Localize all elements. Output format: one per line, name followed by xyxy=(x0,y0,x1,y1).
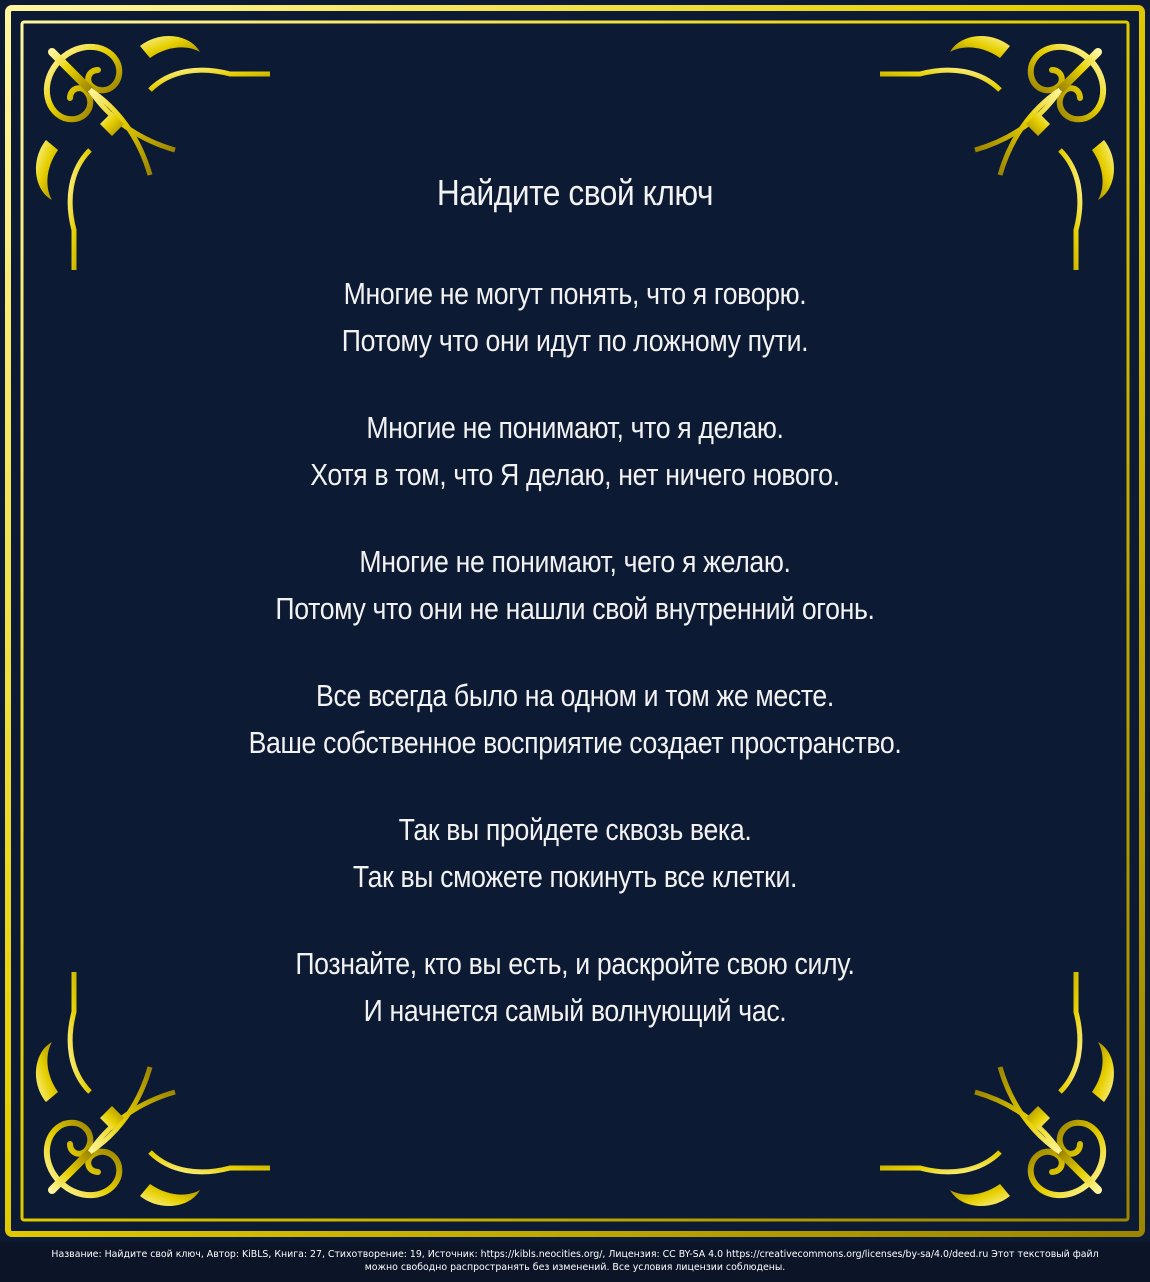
stanza xyxy=(150,806,1000,900)
license-footer xyxy=(0,1248,1150,1282)
poem-line: Потому что они не нашли свой внутренний огонь. xyxy=(275,591,875,626)
stanza xyxy=(150,270,1000,364)
poem-line: Многие не понимают, что я делаю. xyxy=(366,410,784,445)
poem-line: Ваше собственное восприятие создает пространство. xyxy=(248,725,902,760)
poem-line: Многие не могут понять, что я говорю. xyxy=(343,276,807,311)
poem-line: Потому что они идут по ложному пути. xyxy=(341,323,809,358)
stanza xyxy=(150,672,1000,766)
poem-title: Найдите свой ключ xyxy=(436,172,714,213)
footer-line-1: Название: Найдите свой ключ, Автор: KiBLS, Книга: 27, Стихотворение: 19, Источник: https://kibls.neocities.org/, Лицензия: CC BY-SA 4.0 https://creativecommons.org/licenses/by-sa/4.0/deed.ru Этот текстовый файл xyxy=(51,1249,1099,1260)
poem-line: Многие не понимают, чего я желаю. xyxy=(359,544,791,579)
poem-line: И начнется самый волнующий час. xyxy=(363,993,787,1028)
footer-line-2: можно свободно распространять без изменений. Все условия лицензии соблюдены. xyxy=(364,1262,786,1273)
stanza xyxy=(150,940,1000,1034)
poem-line: Так вы пройдете сквозь века. xyxy=(398,812,752,847)
poem-line: Хотя в том, что Я делаю, нет ничего нового. xyxy=(310,457,840,492)
poem-line: Познайте, кто вы есть, и раскройте свою силу. xyxy=(295,946,855,981)
poem-line: Так вы сможете покинуть все клетки. xyxy=(352,859,798,894)
stanza xyxy=(150,404,1000,498)
stanza xyxy=(150,538,1000,632)
poem-line: Все всегда было на одном и том же месте. xyxy=(316,678,834,713)
poem xyxy=(150,160,1000,1074)
